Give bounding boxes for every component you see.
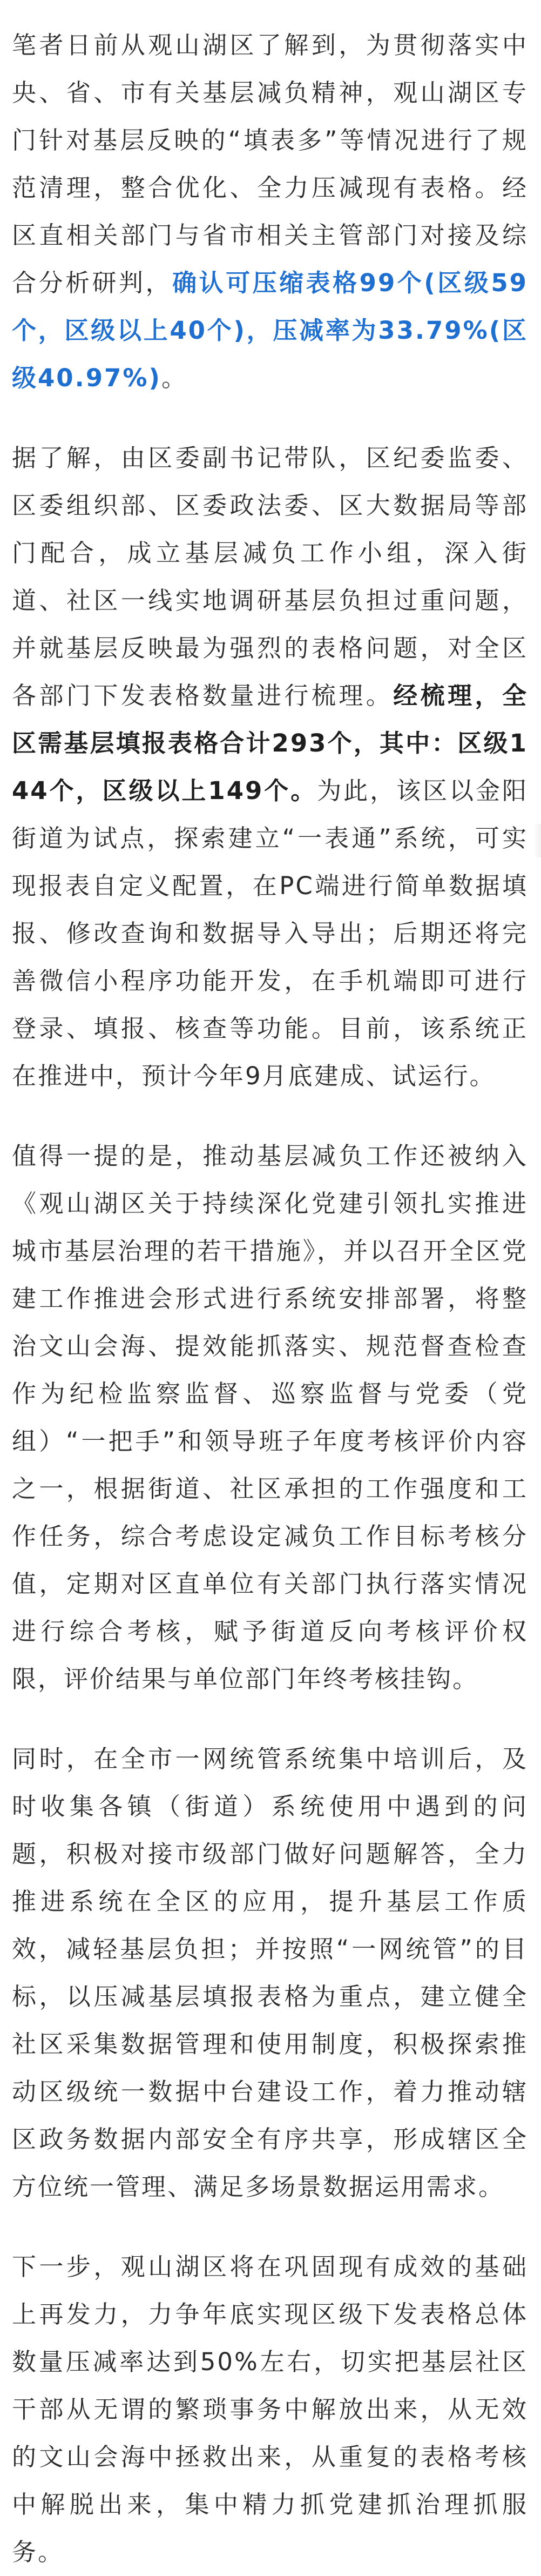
paragraph-4 xyxy=(12,1735,528,2211)
paragraph-5-text: 下一步，观山湖区将在巩固现有成效的基础上再发力，力争年底实现区级下发表格总体数量压减率达到50%左右，切实把基层社区干部从无谓的繁琐事务中解放出来，从无效的文山会海中拯救出来，从重复的表格考核中解脱出来，集中精力抓党建抓治理抓服务。 xyxy=(12,2252,528,2566)
paragraph-3 xyxy=(12,1132,528,1703)
side-scroll-handle[interactable] xyxy=(533,824,541,857)
paragraph-3-text: 值得一提的是，推动基层减负工作还被纳入《观山湖区关于持续深化党建引领扎实推进城市基层治理的若干措施》，并以召开全区党建工作推进会形式进行系统安排部署，将整治文山会海、提效能抓落实、规范督查检查作为纪检监察监督、巡察监督与党委（党组）“一把手”和领导班子年度考核评价内容之一，根据街道、社区承担的工作强度和工作任务，综合考虑设定减负工作目标考核分值，定期对区直单位有关部门执行落实情况进行综合考核，赋予街道反向考核评价权限，评价结果与单位部门年终考核挂钩。 xyxy=(12,1142,528,1693)
paragraph-2 xyxy=(12,434,528,1100)
paragraph-1 xyxy=(12,22,528,402)
paragraph-5 xyxy=(12,2243,528,2576)
paragraph-2-text: 据了解，由区委副书记带队，区纪委监委、区委组织部、区委政法委、区大数据局等部门配合，成立基层减负工作小组，深入街道、社区一线实地调研基层负担过重问题，并就基层反映最为强烈的表格问题，对全区各部门下发表格数量进行梳理。 xyxy=(12,444,528,710)
paragraph-1-text: 笔者日前从观山湖区了解到，为贯彻落实中央、省、市有关基层减负精神，观山湖区专门针对基层反映的“填表多”等情况进行了规范清理，整合优化、全力压减现有表格。经区直相关部门与省市相关主管部门对接及综合分析研判， xyxy=(12,31,528,297)
highlight-statistic: 确认可压缩表格99个(区级59个，区级以上40个)，压减率为33.79%(区级40.97%) xyxy=(12,269,528,392)
paragraph-4-text: 同时，在全市一网统管系统集中培训后，及时收集各镇（街道）系统使用中遇到的问题，积极对接市级部门做好问题解答，全力推进系统在全区的应用，提升基层工作质效，减轻基层负担；并按照“一网统管”的目标，以压减基层填报表格为重点，建立健全社区采集数据管理和使用制度，积极探索推动区级统一数据中台建设工作，着力推动辖区政务数据内部安全有序共享，形成辖区全方位统一管理、满足多场景数据运用需求。 xyxy=(12,1745,528,2201)
paragraph-1-tail: 。 xyxy=(161,364,188,392)
bold-statistic: 经梳理，全区需基层填报表格合计293个，其中：区级144个，区级以上149个。 xyxy=(12,681,528,805)
paragraph-2-tail: 为此，该区以金阳街道为试点，探索建立“一表通”系统，可实现报表自定义配置，在PC端进行简单数据填报、修改查询和数据导入导出；后期还将完善微信小程序功能开发，在手机端即可进行登录、填报、核查等功能。目前，该系统正在推进中，预计今年9月底建成、试运行。 xyxy=(12,776,528,1090)
